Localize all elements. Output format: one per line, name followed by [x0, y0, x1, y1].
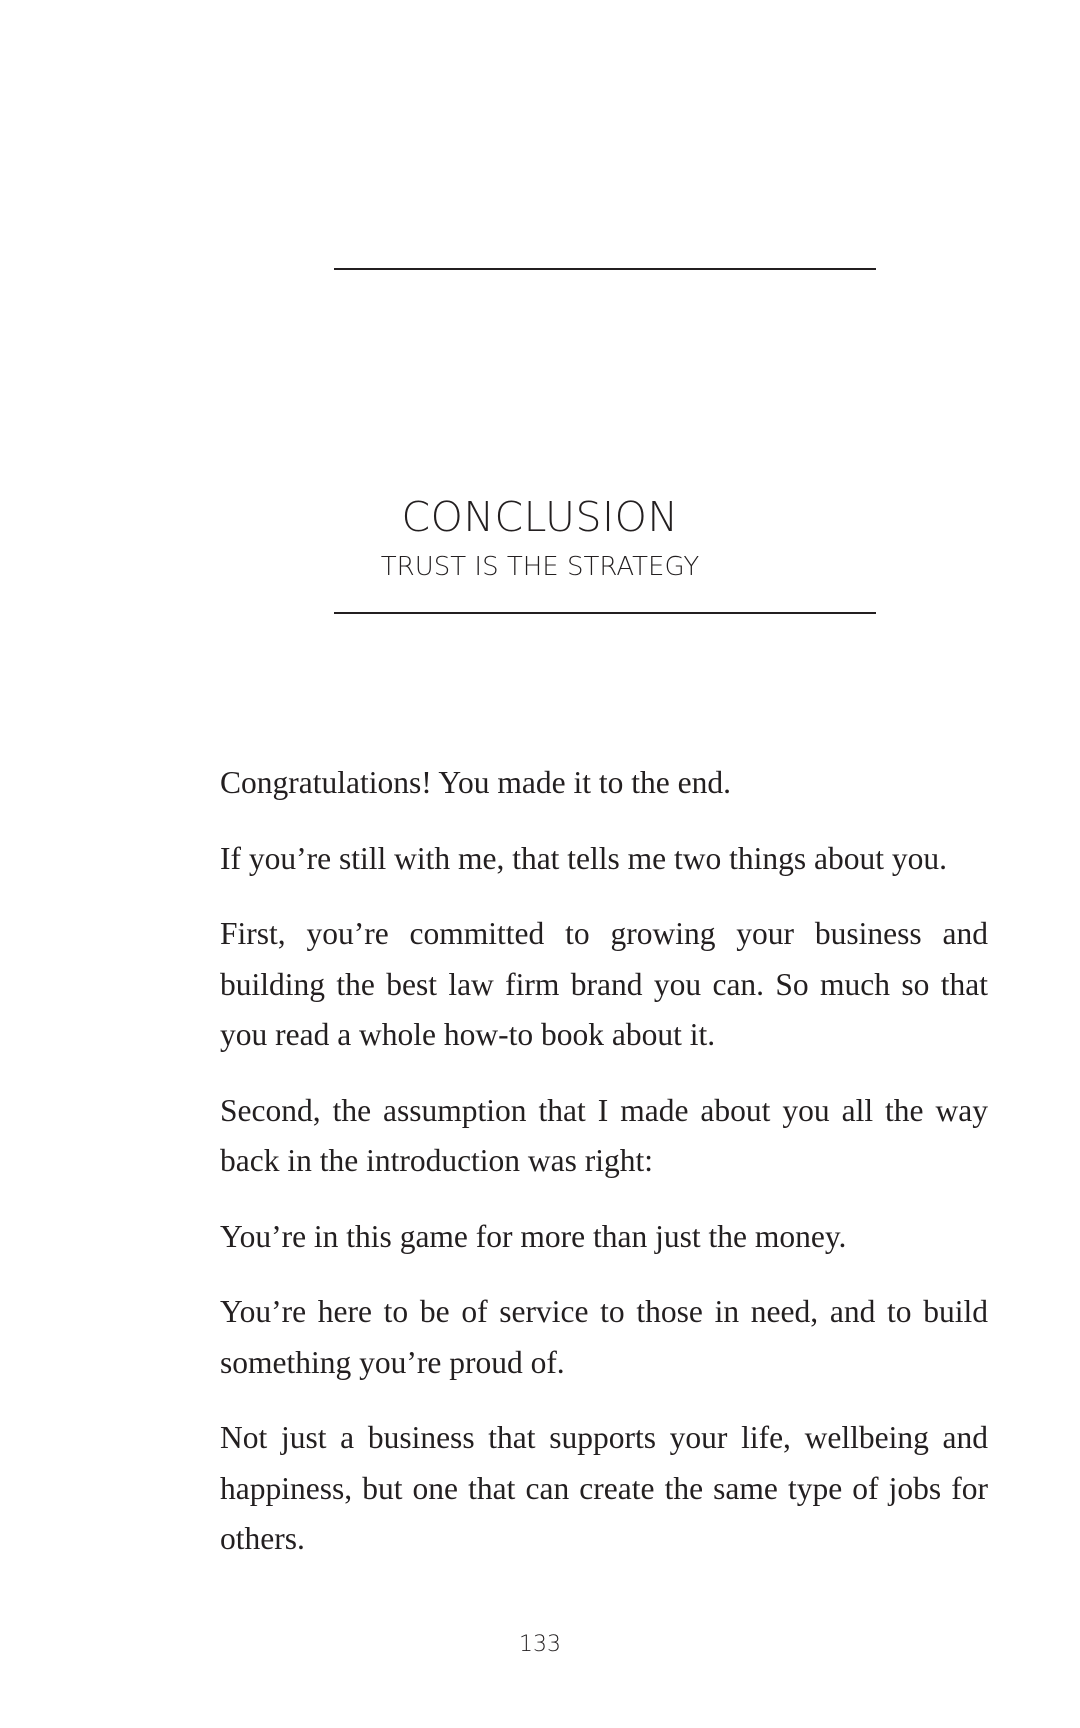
paragraph: You’re here to be of service to those in need, and to build something you’re proud of.: [220, 1294, 988, 1380]
top-divider-rule: [334, 268, 876, 270]
chapter-title: CONCLUSION: [401, 493, 679, 541]
paragraph: You’re in this game for more than just the money.: [220, 1218, 847, 1254]
paragraph: First, you’re committed to growing your business and building the best law firm brand you can. So much so that you read a whole how-to book about it.: [220, 916, 988, 1052]
page-number: 133: [519, 1632, 561, 1657]
chapter-subtitle: TRUST IS THE STRATEGY: [380, 552, 700, 582]
paragraph: Not just a business that supports your life, wellbeing and happiness, but one that can create the same type of jobs for others.: [220, 1420, 988, 1556]
paragraph: Second, the assumption that I made about you all the way back in the introduction was right:: [220, 1092, 988, 1178]
paragraph: If you’re still with me, that tells me two things about you.: [220, 840, 948, 876]
bottom-divider-rule: [334, 612, 876, 614]
body-text: [220, 758, 988, 1590]
paragraph: Congratulations! You made it to the end.: [220, 765, 731, 800]
